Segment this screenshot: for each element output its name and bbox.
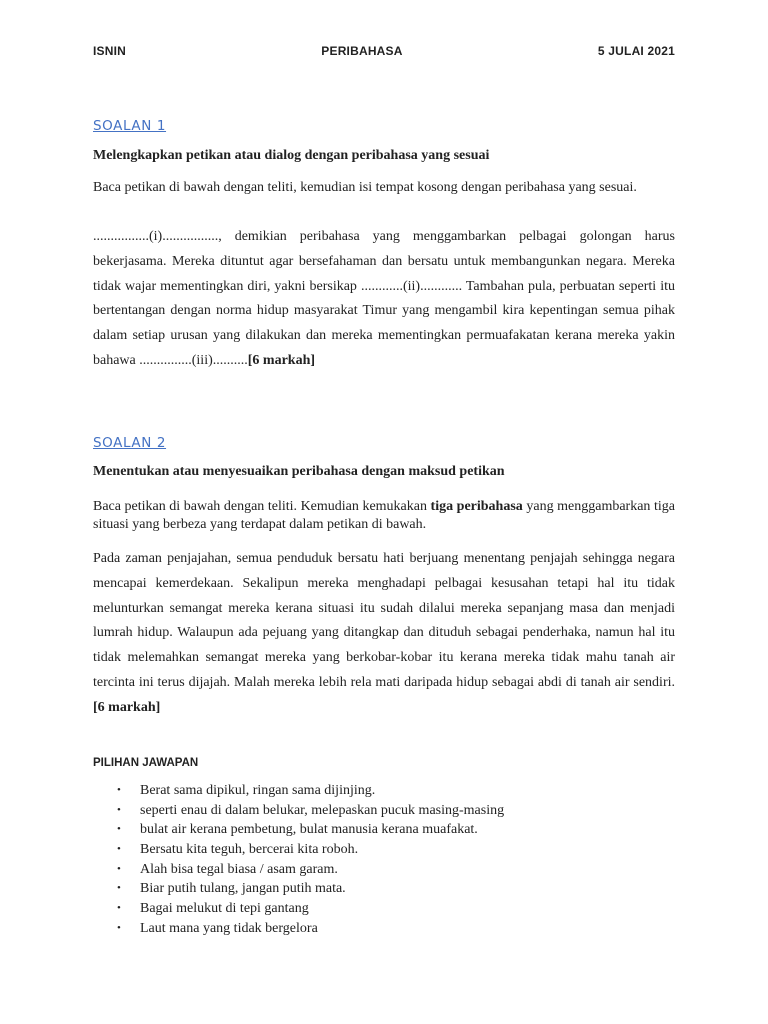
soalan-2-instruction — [93, 498, 675, 534]
list-item — [93, 860, 504, 880]
soalan-2-heading: SOALAN 2 — [93, 435, 167, 451]
list-item — [93, 801, 504, 821]
bullet-icon: • — [117, 882, 121, 895]
soalan-1-subtitle: Melengkapkan petikan atau dialog dengan peribahasa yang sesuai — [93, 148, 490, 163]
list-item — [93, 919, 504, 939]
bullet-icon: • — [117, 921, 121, 934]
bullet-icon: • — [117, 902, 121, 915]
header-date: 5 JULAI 2021 — [597, 44, 675, 58]
page-header — [93, 44, 675, 58]
list-item-text: bulat air kerana pembetung, bulat manusia kerana muafakat. — [140, 822, 478, 838]
bullet-icon: • — [117, 823, 121, 836]
soalan-1-heading: SOALAN 1 — [93, 118, 167, 134]
pilihan-jawapan-heading: PILIHAN JAWAPAN — [93, 757, 199, 769]
list-item — [93, 781, 504, 801]
list-item-text: Laut mana yang tidak bergelora — [140, 920, 318, 936]
list-item-text: Berat sama dipikul, ringan sama dijinjing. — [140, 783, 376, 798]
soalan-2-instruction-bold: tiga peribahasa — [430, 499, 523, 514]
header-title: PERIBAHASA — [321, 44, 403, 58]
list-item-text: Bersatu kita teguh, bercerai kita roboh. — [140, 842, 359, 858]
list-item — [93, 879, 504, 899]
soalan-1-marks: [6 markah] — [247, 352, 316, 368]
soalan-2-passage-text: Pada zaman penjajahan, semua penduduk bersatu hati berjuang menentang penjajah sehingga negara mencapai kemerdekaan. Sekalipun mereka menghadapi pelbagai kesusahan tetapi hal itu tidak melunturkan semangat mereka kerana situasi itu sudah dilalui mereka sepanjang masa dan menjadi lumrah hidup. Walaupun ada pejuang yang ditangkap dan dituduh sebagai penderhaka, namun hal itu tidak melemahkan semangat mereka yang berkobar-kobar itu kerana mereka tidak mahu tanah air tercinta ini terus dijajah. Malah mereka lebih rela mati daripada hidup sebagai abdi di tanah air sendiri. — [93, 551, 675, 690]
list-item-text: Alah bisa tegal biasa / asam garam. — [140, 861, 338, 877]
bullet-icon: • — [117, 784, 121, 796]
pilihan-jawapan-list — [93, 781, 504, 939]
bullet-icon: • — [117, 803, 121, 816]
bullet-icon: • — [117, 843, 121, 856]
header-day: ISNIN — [93, 44, 127, 58]
list-item — [93, 820, 504, 840]
soalan-2-passage — [93, 547, 675, 721]
list-item — [93, 899, 504, 919]
soalan-1-passage-text: ................(i)................, demikian peribahasa yang menggambarkan pelbagai golongan harus bekerjasama. Mereka dituntut agar bersefahaman dan bersatu untuk membangunkan negara. Mereka tidak wajar mementingkan diri, yakni bersikap ............(ii)............ Tambahan pula, perbuatan seperti itu bertentangan dengan norma hidup masyarakat Timur yang mengambil kira kepentingan semua pihak dalam setiap urusan yang dilakukan dan mereka mementingkan permuafakatan kerana mereka yakin bahawa ...............(iii).......... — [93, 229, 675, 368]
soalan-2-instruction-b: yang menggambarkan tiga situasi yang berbeza yang terdapat dalam petikan di bawah. — [93, 499, 675, 532]
list-item-text: Bagai melukut di tepi gantang — [140, 901, 309, 917]
soalan-1-passage — [93, 225, 675, 374]
list-item-text: seperti enau di dalam belukar, melepaskan pucuk masing-masing — [140, 802, 505, 818]
bullet-icon: • — [117, 862, 121, 875]
soalan-2-instruction-a: Baca petikan di bawah dengan teliti. Kemudian kemukakan — [93, 499, 431, 514]
list-item-text: Biar putih tulang, jangan putih mata. — [140, 881, 346, 897]
list-item — [93, 840, 504, 860]
soalan-2-subtitle: Menentukan atau menyesuaikan peribahasa dengan maksud petikan — [93, 464, 505, 479]
soalan-2-marks: [6 markah] — [93, 699, 161, 715]
soalan-1-instruction: Baca petikan di bawah dengan teliti, kemudian isi tempat kosong dengan peribahasa yang sesuai. — [93, 180, 637, 195]
